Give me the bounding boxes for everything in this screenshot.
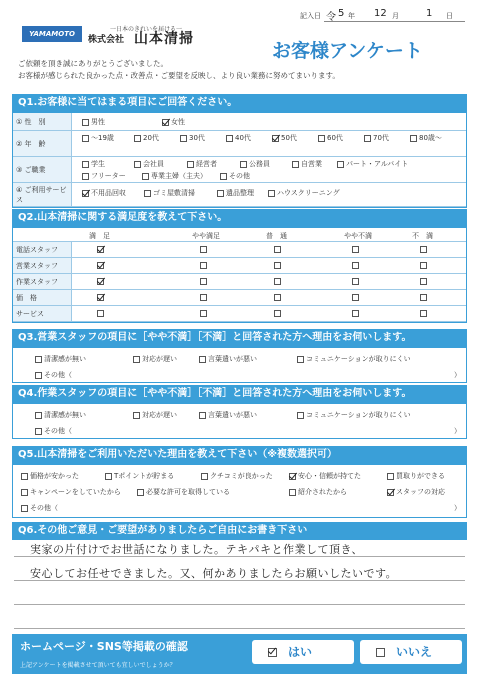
q2-rating-checkbox[interactable] xyxy=(97,294,104,301)
q2-rating-checkbox[interactable] xyxy=(352,278,359,285)
yes-checkbox[interactable] xyxy=(268,648,277,657)
q1-option-checkbox[interactable] xyxy=(226,135,233,142)
q1-option-checkbox[interactable] xyxy=(337,161,344,168)
q5-option[interactable] xyxy=(387,487,445,497)
q3-option-label: 清潔感が無い xyxy=(44,355,86,363)
q1-option-checkbox[interactable] xyxy=(162,119,169,126)
company-name: 山本清掃 xyxy=(134,31,194,47)
q4-other-checkbox[interactable] xyxy=(35,428,42,435)
q5-option-label: 買取りができる xyxy=(396,472,445,480)
q3-option[interactable] xyxy=(297,354,411,364)
q1-row-3 xyxy=(12,183,467,207)
q1-option-checkbox[interactable] xyxy=(134,135,141,142)
q2-column-header: 普 通 xyxy=(266,232,287,240)
comment-line-2: 安心してお任せできました。又、何かありましたらお願いしたいです。 xyxy=(30,567,398,580)
q5-option-checkbox[interactable] xyxy=(201,473,208,480)
q5-option-checkbox[interactable] xyxy=(289,489,296,496)
q5-option-label: クチコミが良かった xyxy=(210,472,273,480)
q2-header: Q2.山本清掃に関する満足度を教えて下さい。 xyxy=(12,209,467,227)
q2-rating-checkbox[interactable] xyxy=(97,262,104,269)
q1-option[interactable] xyxy=(82,133,114,143)
q3-option-checkbox[interactable] xyxy=(297,356,304,363)
q5-option-label: 必要な許可を取得している xyxy=(146,488,230,496)
q1-option-label: フリーター xyxy=(91,172,126,180)
q2-row-label: 作業スタッフ xyxy=(12,274,72,289)
q1-option[interactable] xyxy=(318,133,343,143)
q2-row-0 xyxy=(12,242,467,258)
q2-rating-checkbox[interactable] xyxy=(274,310,281,317)
q1-option-checkbox[interactable] xyxy=(134,161,141,168)
q1-option[interactable] xyxy=(220,171,250,181)
q5-option[interactable] xyxy=(21,471,79,481)
q3-other-checkbox[interactable] xyxy=(35,372,42,379)
q2-rating-checkbox[interactable] xyxy=(274,278,281,285)
q3-option-label: コミュニケーションが取りにくい xyxy=(306,355,411,363)
q2-header-row xyxy=(12,228,467,242)
q3-option-label: 対応が遅い xyxy=(142,355,177,363)
q1-row-label: ③ ご職業 xyxy=(12,157,72,182)
q1-option-label: 20代 xyxy=(143,134,159,142)
q4-option-checkbox[interactable] xyxy=(133,412,140,419)
q2-row-label: 電話スタッフ xyxy=(12,242,72,257)
q1-option-label: 遺品整理 xyxy=(226,189,254,197)
q1-option[interactable] xyxy=(226,133,251,143)
q1-option[interactable] xyxy=(272,133,297,143)
q1-option-label: 女性 xyxy=(171,118,185,126)
q2-row-label: 営業スタッフ xyxy=(12,258,72,273)
q1-option-label: 70代 xyxy=(373,134,389,142)
q1-option[interactable] xyxy=(337,159,408,169)
q1-option-label: 80歳～ xyxy=(419,134,442,142)
q4-option-label: 対応が遅い xyxy=(142,411,177,419)
company-prefix: 株式会社 xyxy=(88,35,125,45)
q1-row-0 xyxy=(12,113,467,131)
q1-option-checkbox[interactable] xyxy=(82,161,89,168)
q1-option-checkbox[interactable] xyxy=(82,135,89,142)
q1-option-label: ハウスクリーニング xyxy=(277,189,340,197)
q1-option[interactable] xyxy=(82,188,126,198)
q4-other[interactable] xyxy=(35,426,72,436)
q4-option[interactable] xyxy=(297,410,411,420)
q2-row-4 xyxy=(12,306,467,322)
footer-bar xyxy=(12,634,467,674)
q1-option[interactable] xyxy=(142,171,207,181)
publish-no-option[interactable]: いいえ xyxy=(360,640,462,664)
q1-option-label: 学生 xyxy=(91,160,105,168)
q4-other-label: その他（ xyxy=(44,427,72,435)
company-logo: YAMAMOTO xyxy=(22,26,82,42)
q1-option-checkbox[interactable] xyxy=(82,190,89,197)
q1-option-checkbox[interactable] xyxy=(318,135,325,142)
q1-option[interactable] xyxy=(144,188,195,198)
q1-option-label: 不用品回収 xyxy=(91,189,126,197)
q4-option-checkbox[interactable] xyxy=(35,412,42,419)
date-area: 記入日 令 5 年 12 月 1 日 xyxy=(300,8,465,22)
intro-line-1: ご依頼を頂き誠にありがとうございました。 xyxy=(18,59,168,68)
q2-rating-checkbox[interactable] xyxy=(200,278,207,285)
q2-rating-checkbox[interactable] xyxy=(97,278,104,285)
q2-rating-checkbox[interactable] xyxy=(420,278,427,285)
q1-option[interactable] xyxy=(268,188,340,198)
q5-other-checkbox[interactable] xyxy=(21,505,28,512)
q5-option[interactable] xyxy=(387,471,445,481)
q5-option-label: キャンペーンをしていたから xyxy=(30,488,121,496)
q3-option-label: 言葉遣いが悪い xyxy=(208,355,257,363)
q2-rating-checkbox[interactable] xyxy=(420,310,427,317)
q2-rating-checkbox[interactable] xyxy=(200,310,207,317)
q3-option[interactable] xyxy=(35,354,86,364)
q1-option[interactable] xyxy=(134,133,159,143)
q2-rating-checkbox[interactable] xyxy=(420,246,427,253)
q1-header: Q1.お客様に当てはまる項目にご回答ください。 xyxy=(12,94,467,112)
q3-option-checkbox[interactable] xyxy=(35,356,42,363)
q1-row-1 xyxy=(12,131,467,157)
q4-option[interactable] xyxy=(199,410,257,420)
q5-option-checkbox[interactable] xyxy=(21,489,28,496)
q4-option[interactable] xyxy=(35,410,86,420)
q4-other-close: ） xyxy=(454,427,461,435)
q1-option-label: 60代 xyxy=(327,134,343,142)
footer-note: 上記アンケートを掲載させて頂いても宜しいでしょうか？ xyxy=(20,662,176,669)
q1-option-label: 専業主婦（主夫） xyxy=(151,172,207,180)
q3-header: Q3.営業スタッフの項目に［やや不満］［不満］と回答された方へ理由をお伺いします。 xyxy=(12,329,467,347)
q1-row-label: ① 性 別 xyxy=(12,113,72,130)
q1-option[interactable] xyxy=(364,133,389,143)
q2-column-header: 満 足 xyxy=(89,232,110,240)
q2-rating-checkbox[interactable] xyxy=(200,294,207,301)
q1-option[interactable] xyxy=(82,171,126,181)
q1-option[interactable] xyxy=(82,159,105,169)
q2-row-label: サービス xyxy=(12,306,72,321)
q5-option[interactable] xyxy=(289,471,361,481)
q4-box xyxy=(12,403,467,439)
q4-option-label: 清潔感が無い xyxy=(44,411,86,419)
q1-option-checkbox[interactable] xyxy=(240,161,247,168)
q1-option-label: 公務員 xyxy=(249,160,270,168)
q5-option[interactable] xyxy=(105,471,174,481)
q2-rating-checkbox[interactable] xyxy=(97,310,104,317)
q2-rating-checkbox[interactable] xyxy=(274,262,281,269)
q4-option-checkbox[interactable] xyxy=(297,412,304,419)
q1-option[interactable] xyxy=(134,159,164,169)
q1-option-label: 経営者 xyxy=(196,160,217,168)
q5-option-checkbox[interactable] xyxy=(387,473,394,480)
q6-header: Q6.その他ご意見・ご要望がありましたらご自由にお書き下さい xyxy=(12,522,467,540)
q1-option-checkbox[interactable] xyxy=(180,135,187,142)
q5-other-close: ） xyxy=(454,504,461,512)
q1-option-label: その他 xyxy=(229,172,250,180)
q2-row-label: 価 格 xyxy=(12,290,72,305)
q1-option-checkbox[interactable] xyxy=(217,190,224,197)
q3-option[interactable] xyxy=(199,354,257,364)
q3-option-checkbox[interactable] xyxy=(133,356,140,363)
q1-option[interactable] xyxy=(240,159,270,169)
q5-option-checkbox[interactable] xyxy=(137,489,144,496)
q3-other[interactable] xyxy=(35,370,72,380)
q1-option[interactable] xyxy=(410,133,442,143)
q2-column-header: 不 満 xyxy=(412,232,433,240)
q1-option-label: ゴミ屋敷清掃 xyxy=(153,189,195,197)
q1-option-label: 30代 xyxy=(189,134,205,142)
q1-row-label: ④ ご利用サービス xyxy=(12,183,72,206)
q1-option-label: ～19歳 xyxy=(91,134,114,142)
q3-option[interactable] xyxy=(133,354,177,364)
q1-row-label: ② 年 齢 xyxy=(12,131,72,156)
q5-box xyxy=(12,464,467,518)
q1-option[interactable] xyxy=(187,159,217,169)
q1-option-checkbox[interactable] xyxy=(220,173,227,180)
q2-rating-checkbox[interactable] xyxy=(274,294,281,301)
q1-option-checkbox[interactable] xyxy=(187,161,194,168)
q1-option-checkbox[interactable] xyxy=(144,190,151,197)
q4-option-label: コミュニケーションが取りにくい xyxy=(306,411,411,419)
q3-option-checkbox[interactable] xyxy=(199,356,206,363)
q5-option-label: 安心・信頼が持てた xyxy=(298,472,361,480)
q1-option-label: 40代 xyxy=(235,134,251,142)
q5-option-checkbox[interactable] xyxy=(105,473,112,480)
company-tagline: 一日本のきれいを届ける一 xyxy=(110,26,183,33)
q4-option-checkbox[interactable] xyxy=(199,412,206,419)
q1-option-checkbox[interactable] xyxy=(272,135,279,142)
q3-other-label: その他（ xyxy=(44,371,72,379)
q2-rating-checkbox[interactable] xyxy=(200,246,207,253)
q5-other[interactable] xyxy=(21,503,58,513)
form-title: お客様アンケート xyxy=(272,40,423,62)
q1-option-checkbox[interactable] xyxy=(142,173,149,180)
q1-option[interactable] xyxy=(292,159,322,169)
q2-rating-checkbox[interactable] xyxy=(352,310,359,317)
q2-rating-checkbox[interactable] xyxy=(97,246,104,253)
q2-rating-checkbox[interactable] xyxy=(420,262,427,269)
comment-line-1: 実家の片付けでお世話になりました。テキパキと作業して頂き、 xyxy=(30,543,364,556)
q1-option-label: 自営業 xyxy=(301,160,322,168)
q5-option[interactable] xyxy=(201,471,273,481)
q2-rating-checkbox[interactable] xyxy=(352,262,359,269)
q2-rating-checkbox[interactable] xyxy=(200,262,207,269)
q5-option-checkbox[interactable] xyxy=(21,473,28,480)
q5-option[interactable] xyxy=(21,487,121,497)
q2-row-3 xyxy=(12,290,467,306)
q1-row-2 xyxy=(12,157,467,183)
q1-option-label: パート・アルバイト xyxy=(346,160,409,168)
q2-column-header: やや満足 xyxy=(192,232,220,240)
q1-option[interactable] xyxy=(162,117,185,127)
q5-other-label: その他（ xyxy=(30,504,58,512)
q5-option-label: Tポイントが貯まる xyxy=(114,472,175,480)
q5-header: Q5.山本清掃をご利用いただいた理由を教えて下さい（※複数選択可） xyxy=(12,446,467,464)
q1-option[interactable] xyxy=(217,188,254,198)
q2-rating-checkbox[interactable] xyxy=(352,246,359,253)
q2-column-header: やや不満 xyxy=(344,232,372,240)
q4-option[interactable] xyxy=(133,410,177,420)
no-checkbox[interactable] xyxy=(376,648,385,657)
q1-option-checkbox[interactable] xyxy=(82,119,89,126)
q1-option[interactable] xyxy=(180,133,205,143)
footer-title: ホームページ・SNS等掲載の確認 xyxy=(20,640,188,653)
q1-option-checkbox[interactable] xyxy=(268,190,275,197)
q3-other-close: ） xyxy=(454,371,461,379)
q1-option-checkbox[interactable] xyxy=(292,161,299,168)
q5-option[interactable] xyxy=(137,487,230,497)
q5-option-label: 価格が安かった xyxy=(30,472,79,480)
publish-yes-option[interactable]: はい xyxy=(252,640,354,664)
q2-row-1 xyxy=(12,258,467,274)
q5-option-checkbox[interactable] xyxy=(387,489,394,496)
q5-option[interactable] xyxy=(289,487,347,497)
q1-option-checkbox[interactable] xyxy=(82,173,89,180)
q1-option-label: 会社員 xyxy=(143,160,164,168)
q2-rating-checkbox[interactable] xyxy=(420,294,427,301)
q3-box xyxy=(12,347,467,383)
q4-option-label: 言葉遣いが悪い xyxy=(208,411,257,419)
q5-option-checkbox[interactable] xyxy=(289,473,296,480)
q4-header: Q4.作業スタッフの項目に［やや不満］［不満］と回答された方へ理由をお伺いします。 xyxy=(12,385,467,403)
q1-option-label: 男性 xyxy=(91,118,105,126)
q2-rating-checkbox[interactable] xyxy=(274,246,281,253)
q2-rating-checkbox[interactable] xyxy=(352,294,359,301)
q1-option-checkbox[interactable] xyxy=(410,135,417,142)
q5-option-label: 紹介されたから xyxy=(298,488,347,496)
intro-line-2: お客様が感じられた良かった点・改善点・ご要望を反映し、より良い業務に努めてまいります。 xyxy=(18,71,340,80)
q2-row-2 xyxy=(12,274,467,290)
q5-option-label: スタッフの対応 xyxy=(396,488,445,496)
q1-option[interactable] xyxy=(82,117,105,127)
q1-option-label: 50代 xyxy=(281,134,297,142)
q1-option-checkbox[interactable] xyxy=(364,135,371,142)
